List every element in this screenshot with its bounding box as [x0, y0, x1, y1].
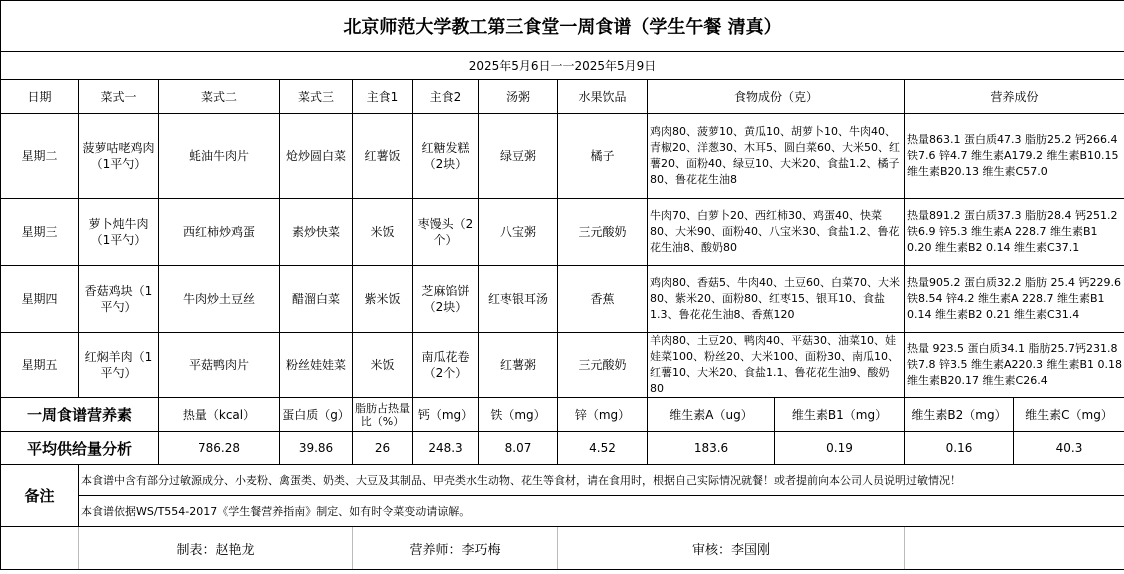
- soup-cell: 绿豆粥: [479, 114, 558, 199]
- header-ingredients: 食物成份（克）: [648, 80, 905, 114]
- nutrition-cell: 热量905.2 蛋白质32.2 脂肪 25.4 钙229.6 铁8.54 锌4.2 维生素A 228.7 维生素B1 0.14 维生素B2 0.21 维生素C31.4: [905, 266, 1124, 333]
- notes-line-allergens: 本食谱中含有部分过敏源成分、小麦粉、禽蛋类、奶类、大豆及其制品、甲壳类水生动物、花生等食材，请在食用时，根据自己实际情况就餐！或者提前向本公司人员说明过敏情况！: [79, 465, 1124, 496]
- staple2-cell: 红糖发糕（2块）: [413, 114, 479, 199]
- nutrient-header: 蛋白质（g）: [280, 398, 353, 432]
- day-row: [1, 266, 1124, 333]
- ingredients-cell: 羊肉80、土豆20、鸭肉40、平菇30、油菜10、娃娃菜100、粉丝20、大米100、面粉30、南瓜10、红薯10、大米20、食盐1.1、鲁花花生油9、酸奶80: [648, 333, 905, 398]
- dish2-cell: 平菇鸭肉片: [159, 333, 280, 398]
- dish2-cell: 牛肉炒土豆丝: [159, 266, 280, 333]
- header-nutrition: 营养成份: [905, 80, 1124, 114]
- nutrient-header: 维生素A（ug）: [648, 398, 775, 432]
- average-value: 0.16: [905, 432, 1014, 465]
- average-value: 8.07: [479, 432, 558, 465]
- notes-label: 备注: [1, 465, 79, 527]
- fruit-cell: 香蕉: [558, 266, 648, 333]
- ingredients-cell: 鸡肉80、香菇5、牛肉40、土豆60、白菜70、大米80、紫米20、面粉80、红枣15、银耳10、食盐1.3、鲁花花生油8、香蕉120: [648, 266, 905, 333]
- average-value: 40.3: [1014, 432, 1124, 465]
- soup-cell: 红薯粥: [479, 333, 558, 398]
- ingredients-cell: 牛肉70、白萝卜20、西红柿30、鸡蛋40、快菜80、大米90、面粉40、八宝米30、食盐1.2、鲁花花生油8、酸奶80: [648, 199, 905, 266]
- staple2-cell: 枣馒头（2个）: [413, 199, 479, 266]
- ingredients-cell: 鸡肉80、菠萝10、黄瓜10、胡萝卜10、牛肉40、青椒20、洋葱30、木耳5、圆白菜60、大米50、红薯20、面粉40、绿豆10、大米20、食盐1.2、橘子80、鲁花花生油8: [648, 114, 905, 199]
- soup-cell: 八宝粥: [479, 199, 558, 266]
- notes-line-standard: 本食谱依据WS/T554-2017《学生餐营养指南》制定、如有时令菜变动请谅解。: [79, 496, 1124, 527]
- average-value: 248.3: [413, 432, 479, 465]
- average-label: 平均供给量分析: [1, 432, 159, 465]
- nutrient-header: 钙（mg）: [413, 398, 479, 432]
- notes-row: [1, 496, 1124, 527]
- day-label: 星期二: [1, 114, 79, 199]
- average-row: [1, 432, 1124, 465]
- average-value: 0.19: [775, 432, 905, 465]
- fruit-cell: 三元酸奶: [558, 199, 648, 266]
- average-value: 39.86: [280, 432, 353, 465]
- day-label: 星期五: [1, 333, 79, 398]
- maker-signature: 制表：赵艳龙: [79, 527, 353, 570]
- dish3-cell: 炝炒圆白菜: [280, 114, 353, 199]
- staple2-cell: 芝麻馅饼（2块）: [413, 266, 479, 333]
- day-label: 星期四: [1, 266, 79, 333]
- dish1-cell: 香菇鸡块（1平勺）: [79, 266, 159, 333]
- average-value: 26: [353, 432, 413, 465]
- header-staple1: 主食1: [353, 80, 413, 114]
- staple2-cell: 南瓜花卷（2个）: [413, 333, 479, 398]
- reviewer-signature: 审核：李国刚: [558, 527, 905, 570]
- dish3-cell: 素炒快菜: [280, 199, 353, 266]
- page-title: 北京师范大学教工第三食堂一周食谱（学生午餐 清真）: [1, 1, 1124, 52]
- date-range: 2025年5月6日一一2025年5月9日: [1, 52, 1124, 80]
- signature-spacer: [1, 527, 79, 570]
- header-soup: 汤粥: [479, 80, 558, 114]
- dish2-cell: 蚝油牛肉片: [159, 114, 280, 199]
- staple1-cell: 米饭: [353, 333, 413, 398]
- header-staple2: 主食2: [413, 80, 479, 114]
- signature-row: [1, 527, 1124, 570]
- nutrient-header: 热量（kcal）: [159, 398, 280, 432]
- day-label: 星期三: [1, 199, 79, 266]
- notes-row: [1, 465, 1124, 496]
- staple1-cell: 米饭: [353, 199, 413, 266]
- average-value: 183.6: [648, 432, 775, 465]
- nutrition-cell: 热量891.2 蛋白质37.3 脂肪28.4 钙251.2 铁6.9 锌5.3 维生素A 228.7 维生素B1 0.20 维生素B2 0.14 维生素C37.1: [905, 199, 1124, 266]
- header-row: [1, 80, 1124, 114]
- header-dish2: 菜式二: [159, 80, 280, 114]
- nutrition-cell: 热量863.1 蛋白质47.3 脂肪25.2 钙266.4 铁7.6 锌4.7 维生素A179.2 维生素B10.15 维生素B20.13 维生素C57.0: [905, 114, 1124, 199]
- dish2-cell: 西红柿炒鸡蛋: [159, 199, 280, 266]
- weekly-nutrition-label: 一周食谱营养素: [1, 398, 159, 432]
- header-day: 日期: [1, 80, 79, 114]
- dish3-cell: 粉丝娃娃菜: [280, 333, 353, 398]
- dish1-cell: 红焖羊肉（1平勺）: [79, 333, 159, 398]
- dish3-cell: 醋溜白菜: [280, 266, 353, 333]
- nutrition-cell: 热量 923.5 蛋白质34.1 脂肪25.7钙231.8 铁7.8 锌3.5 维生素A220.3 维生素B1 0.18 维生素B20.17 维生素C26.4: [905, 333, 1124, 398]
- staple1-cell: 紫米饭: [353, 266, 413, 333]
- header-dish3: 菜式三: [280, 80, 353, 114]
- fruit-cell: 橘子: [558, 114, 648, 199]
- day-row: [1, 333, 1124, 398]
- fruit-cell: 三元酸奶: [558, 333, 648, 398]
- header-dish1: 菜式一: [79, 80, 159, 114]
- dish1-cell: 萝卜炖牛肉（1平勺）: [79, 199, 159, 266]
- header-fruit: 水果饮品: [558, 80, 648, 114]
- nutrient-header: 锌（mg）: [558, 398, 648, 432]
- weekly-nutrition-row: [1, 398, 1124, 432]
- average-value: 786.28: [159, 432, 280, 465]
- dish1-cell: 菠萝咕咾鸡肉（1平勺）: [79, 114, 159, 199]
- nutrient-header: 维生素B1（mg）: [775, 398, 905, 432]
- day-row: [1, 199, 1124, 266]
- nutrient-header: 维生素C（mg）: [1014, 398, 1124, 432]
- day-row: [1, 114, 1124, 199]
- average-value: 4.52: [558, 432, 648, 465]
- nutrient-header: 维生素B2（mg）: [905, 398, 1014, 432]
- nutritionist-signature: 营养师：李巧梅: [353, 527, 558, 570]
- staple1-cell: 红薯饭: [353, 114, 413, 199]
- soup-cell: 红枣银耳汤: [479, 266, 558, 333]
- nutrient-header: 铁（mg）: [479, 398, 558, 432]
- signature-spacer-right: [905, 527, 1124, 570]
- nutrient-header: 脂肪占热量比（%）: [353, 398, 413, 432]
